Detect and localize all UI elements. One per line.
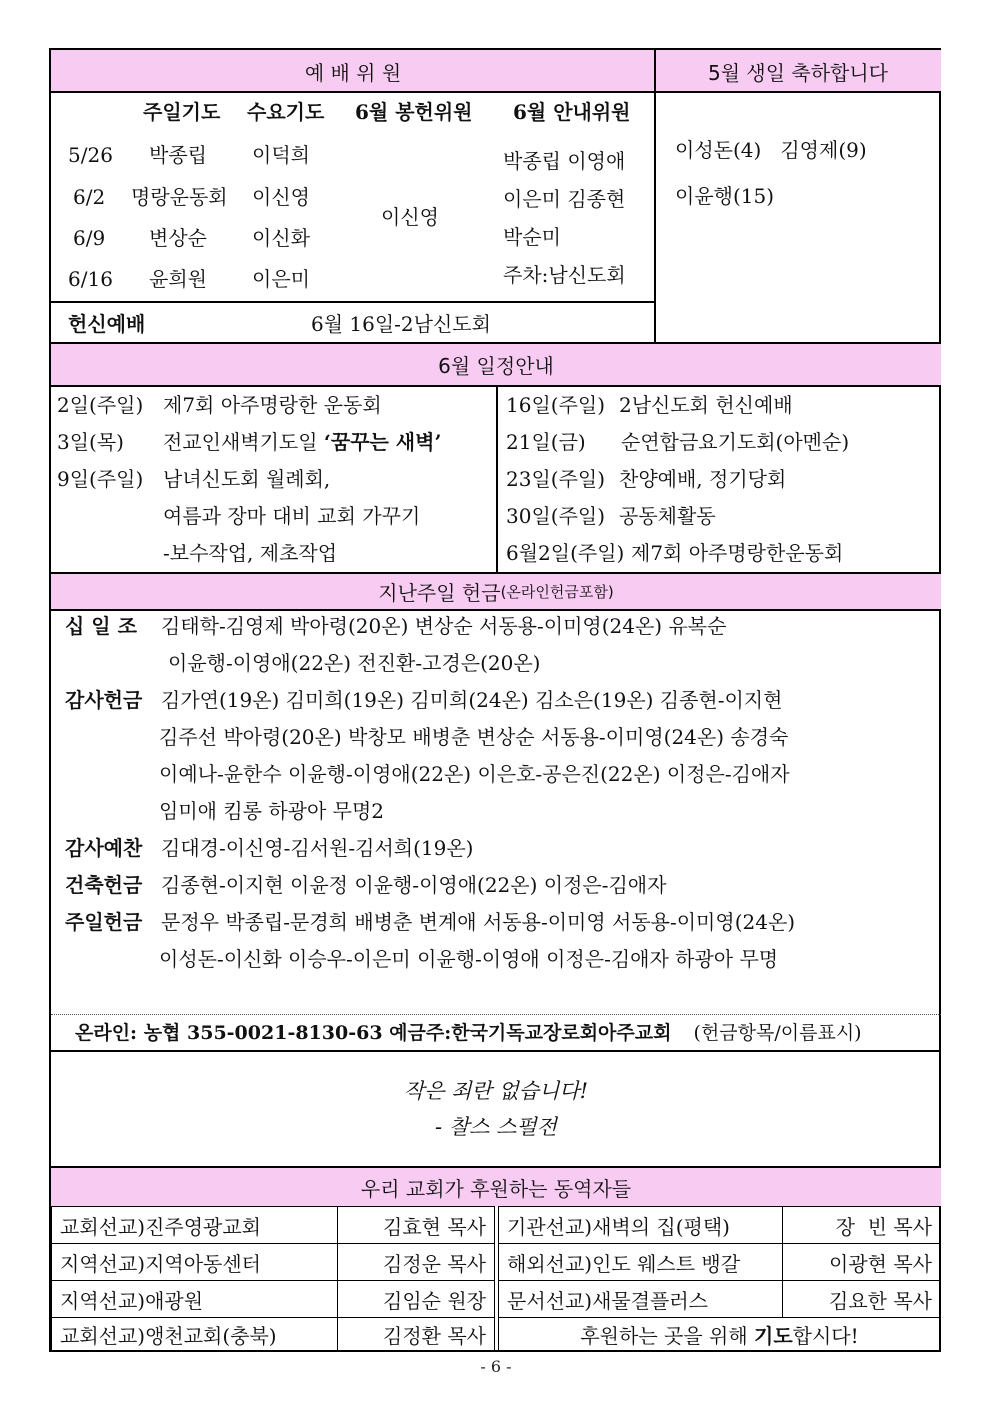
divider — [496, 387, 498, 573]
dotted-divider — [51, 1014, 941, 1015]
prayer-call-emphasis: 기도 — [754, 1324, 793, 1348]
worship-wednesday-prayer: 이신화 — [252, 226, 310, 250]
offering-line: 김대경-이신영-김서원-김서희(19온) — [161, 836, 474, 860]
schedule-date: 16일(주일) — [506, 393, 606, 417]
divider — [51, 609, 941, 611]
offering-line: 김종현-이지현 이윤정 이윤행-이영애(22온) 이정은-김애자 — [161, 873, 667, 897]
support-person: 김정운 목사 — [337, 1243, 495, 1281]
prayer-call-text: 합시다! — [792, 1324, 859, 1348]
quote-author: - 찰스 스펄전 — [435, 1115, 557, 1139]
birthday-line: 이윤행(15) — [675, 184, 775, 208]
worship-wednesday-prayer: 이신영 — [252, 185, 310, 209]
thanks-offering-label: 감사헌금 — [65, 688, 143, 712]
schedule-date: 2일(주일) — [57, 393, 144, 417]
sunday-offering-label: 주일헌금 — [65, 910, 143, 934]
schedule-event-emphasis: ‘꿈꾸는 새벽’ — [323, 430, 442, 454]
offering-line: 이윤행-이영애(22온) 전진환-고경은(20온) — [168, 651, 541, 675]
support-org: 교회선교)앵천교회(충북) — [51, 1317, 338, 1352]
offering-line: 김태학-김영제 박아령(20온) 변상순 서동용-이미영(24온) 유복순 — [161, 614, 727, 638]
schedule-event-text: 전교인새벽기도일 — [163, 430, 318, 454]
worship-sunday-prayer: 명랑운동회 — [131, 185, 228, 209]
divider — [51, 301, 655, 303]
schedule-event: 여름과 장마 대비 교회 가꾸기 — [163, 504, 421, 528]
worship-wednesday-prayer: 이은미 — [252, 267, 310, 291]
col-header-wednesday-prayer: 수요기도 — [247, 100, 325, 124]
support-org: 지역선교)지역아동센터 — [51, 1243, 338, 1281]
guide-line: 이은미 김종현 — [503, 187, 626, 211]
schedule-event: 2남신도회 헌신예배 — [619, 393, 793, 417]
birthday-header-text: 5월 생일 축하합니다 — [708, 60, 888, 85]
schedule-event: -보수작업, 제초작업 — [163, 541, 338, 565]
offering-header-sub: (온라인헌금포함) — [500, 583, 614, 601]
prayer-call — [498, 1317, 941, 1352]
offering-line: 이예나-윤한수 이윤행-이영애(22온) 이은호-공은진(22온) 이정은-김애자 — [159, 762, 790, 786]
support-org: 해외선교)인도 웨스트 뱅갈 — [498, 1243, 783, 1281]
support-person: 김정환 목사 — [337, 1317, 495, 1352]
schedule-date: 23일(주일) — [506, 467, 606, 491]
support-header-text: 우리 교회가 후원하는 동역자들 — [360, 1176, 632, 1201]
online-account-text: 온라인: 농협 355-0021-8130-63 예금주:한국기독교장로회아주교회 — [75, 1022, 672, 1044]
page-number: - 6 - — [480, 1357, 512, 1376]
support-person: 김임순 원장 — [337, 1280, 495, 1318]
col-header-guides: 6월 안내위원 — [513, 100, 631, 124]
worship-sunday-prayer: 변상순 — [149, 226, 207, 250]
birthday-header — [655, 50, 941, 92]
support-person: 장 빈 목사 — [782, 1206, 941, 1244]
support-org: 문서선교)새물결플러스 — [498, 1280, 783, 1318]
support-header — [51, 1168, 941, 1206]
building-offering-label: 건축헌금 — [65, 873, 143, 897]
divider — [654, 50, 656, 344]
offering-line: 김가연(19온) 김미희(19온) 김미희(24온) 김소은(19온) 김종현-이지현 — [161, 688, 783, 712]
worship-date: 6/16 — [68, 267, 113, 291]
online-account — [75, 1021, 862, 1045]
col-header-sunday-prayer: 주일기도 — [143, 100, 221, 124]
divider — [51, 1050, 941, 1052]
schedule-date: 21일(금) — [506, 430, 586, 454]
quote-line: 작은 죄란 없습니다! — [403, 1079, 589, 1103]
support-org: 지역선교)애광원 — [51, 1280, 338, 1318]
guide-line: 주차:남신도회 — [503, 263, 626, 287]
support-person: 김효현 목사 — [337, 1206, 495, 1244]
bulletin-page — [49, 48, 941, 1352]
offering-line: 이성돈-이신화 이승우-이은미 이윤행-이영애 이정은-김애자 하광아 무명 — [159, 947, 779, 971]
schedule-header — [51, 344, 941, 385]
tithe-label: 십 일 조 — [65, 614, 137, 638]
support-org: 교회선교)진주영광교회 — [51, 1206, 338, 1244]
schedule-header-text: 6월 일정안내 — [438, 354, 554, 378]
birthday-line: 이성돈(4) 김영제(9) — [675, 138, 867, 162]
thanks-praise-label: 감사예찬 — [65, 836, 143, 860]
prayer-call-text: 후원하는 곳을 위해 — [580, 1324, 754, 1348]
worship-header — [51, 50, 655, 92]
offering-member: 이신영 — [381, 205, 439, 229]
schedule-date: 6월2일(주일) — [506, 541, 625, 565]
offering-header — [51, 574, 941, 609]
dedication-value: 6월 16일-2남신도회 — [311, 312, 491, 336]
worship-date: 6/2 — [73, 185, 106, 209]
worship-date: 5/26 — [68, 143, 113, 167]
schedule-date: 3일(목) — [57, 430, 124, 454]
schedule-event: 제7회 아주명랑한운동회 — [631, 541, 844, 565]
schedule-event: 순연합금요기도회(아멘순) — [621, 430, 850, 454]
worship-header-text: 예 배 위 원 — [304, 60, 402, 85]
support-person: 이광현 목사 — [782, 1243, 941, 1281]
dedication-label: 헌신예배 — [68, 312, 146, 336]
guide-line: 박종립 이영애 — [503, 149, 626, 173]
online-account-note: (헌금항목/이름표시) — [693, 1022, 862, 1044]
support-org: 기관선교)새벽의 집(평택) — [498, 1206, 783, 1244]
worship-sunday-prayer: 윤희원 — [149, 267, 207, 291]
guide-line: 박순미 — [503, 225, 561, 249]
schedule-event: 찬양예배, 정기당회 — [619, 467, 787, 491]
schedule-date: 9일(주일) — [57, 467, 144, 491]
col-header-offering: 6월 봉헌위원 — [355, 100, 473, 124]
schedule-event — [163, 430, 441, 454]
divider — [51, 91, 941, 93]
offering-line: 문정우 박종립-문경희 배병춘 변계애 서동용-이미영 서동용-이미영(24온) — [161, 910, 796, 934]
worship-date: 6/9 — [73, 226, 106, 250]
offering-line: 김주선 박아령(20온) 박창모 배병춘 변상순 서동용-이미영(24온) 송경숙 — [159, 725, 789, 749]
schedule-event: 공동체활동 — [619, 504, 716, 528]
support-person: 김요한 목사 — [782, 1280, 941, 1318]
offering-line: 임미애 킴롱 하광아 무명2 — [159, 799, 384, 823]
schedule-event: 남녀신도회 월례회, — [163, 467, 331, 491]
offering-header-text: 지난주일 헌금 — [378, 581, 501, 605]
schedule-date: 30일(주일) — [506, 504, 606, 528]
schedule-event: 제7회 아주명랑한 운동회 — [163, 393, 382, 417]
worship-sunday-prayer: 박종립 — [149, 143, 207, 167]
worship-wednesday-prayer: 이덕희 — [252, 143, 310, 167]
